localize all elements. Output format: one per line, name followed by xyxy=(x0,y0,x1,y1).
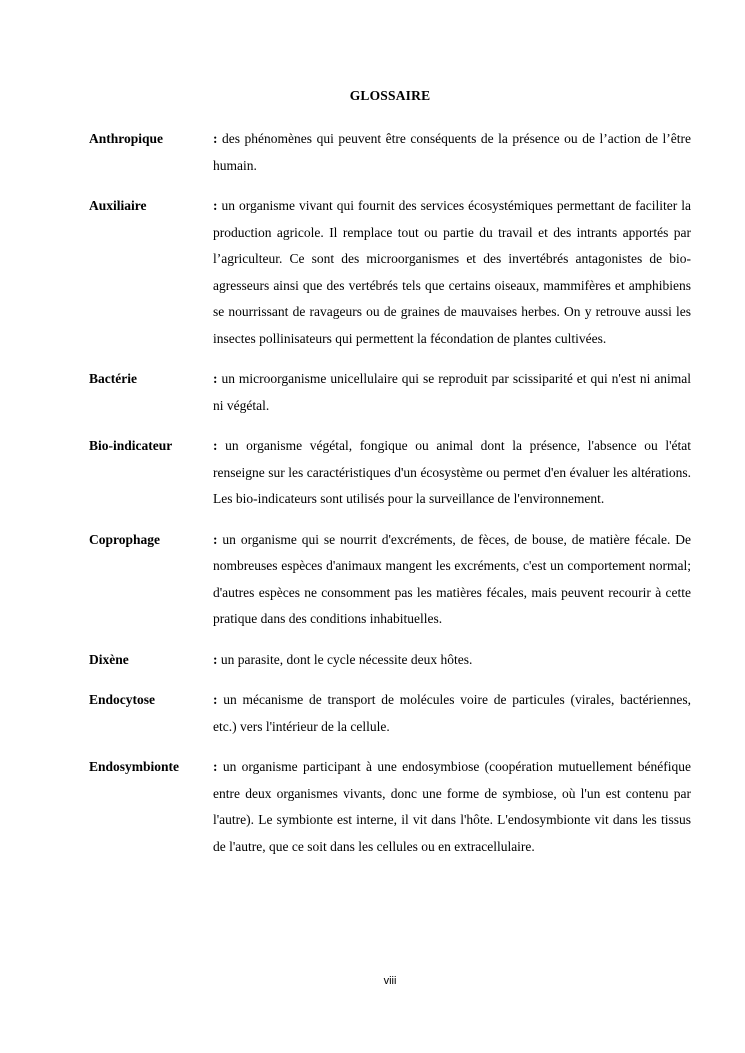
glossary-entry xyxy=(89,687,691,740)
colon-separator: : xyxy=(213,371,218,386)
glossary-term: Bio-indicateur xyxy=(89,438,173,453)
colon-separator: : xyxy=(213,759,218,774)
definition-text: un parasite, dont le cycle nécessite deux hôtes. xyxy=(220,651,473,667)
colon-separator: : xyxy=(213,692,218,707)
glossary-entry xyxy=(89,193,691,352)
definition-text: un organisme qui se nourrit d'excréments, de fèces, de bouse, de matière fécale. De nombreuses espèces d'animaux mangent les excréments, c'est un comportement normal; d'autres espèces ne consomment pas les matières fécales, mais peuvent recourir à cette pratique dans des conditions inhabituelles. xyxy=(213,531,692,626)
colon-separator: : xyxy=(213,131,218,146)
glossary-definition xyxy=(213,126,691,179)
glossary-definition xyxy=(213,366,691,419)
glossary-entry xyxy=(89,647,691,674)
glossary-entry xyxy=(89,126,691,179)
glossary-term: Endocytose xyxy=(89,692,156,707)
definition-text: un organisme participant à une endosymbiose (coopération mutuellement bénéfique entre deux organismes vivants, donc une forme de symbiose, où l'un est contenu par l'autre). Le symbionte est interne, il vit dans l'hôte. L'endosymbionte vit dans les tissus de l'autre, que ce soit dans les cellules ou en extracellulaire. xyxy=(213,759,691,854)
definition-text: un mécanisme de transport de molécules voire de particules (virales, bactériennes, etc.) vers l'intérieur de la cellule. xyxy=(213,692,691,734)
glossary-definition xyxy=(213,193,691,352)
glossary-term: Coprophage xyxy=(89,531,161,547)
colon-separator: : xyxy=(213,198,218,213)
page-number: viii xyxy=(383,975,397,987)
glossary-entry xyxy=(89,527,691,633)
glossary-term: Bactérie xyxy=(89,371,137,386)
glossary-entry xyxy=(89,366,691,419)
definition-text: un organisme vivant qui fournit des services écosystémiques permettant de faciliter la production agricole. Il remplace tout ou partie du travail et des intrants apportés par l’agriculteur. Ce sont des microorganismes et des invertébrés antagonistes de bio-agresseurs ainsi que des vertébrés tels que certains oiseaux, mammifères et amphibiens se nourrissant de ravageurs ou de graines de mauvaises herbes. On y retrouve aussi les insectes pollinisateurs qui permettent la fécondation de plantes cultivées. xyxy=(213,198,691,346)
colon-separator: : xyxy=(213,531,218,547)
glossary-term: Dixène xyxy=(89,651,129,667)
colon-separator: : xyxy=(213,438,218,453)
definition-text: un organisme végétal, fongique ou animal dont la présence, l'absence ou l'état renseigne sur les caractéristiques d'un écosystème ou permet d'en évaluer les altérations. Les bio-indicateurs sont utilisés pour la surveillance de l'environnement. xyxy=(213,438,692,506)
definition-text: des phénomènes qui peuvent être conséquents de la présence ou de l’action de l’être humain. xyxy=(213,131,691,173)
glossary-definition xyxy=(213,647,691,674)
glossary-term: Anthropique xyxy=(89,131,164,146)
glossary-entry xyxy=(89,754,691,860)
glossary-term: Auxiliaire xyxy=(89,198,147,213)
colon-separator: : xyxy=(213,651,218,667)
glossary-term: Endosymbionte xyxy=(89,759,180,774)
glossary-definition xyxy=(213,527,691,633)
page-title: GLOSSAIRE xyxy=(349,88,431,103)
glossary-definition xyxy=(213,687,691,740)
glossary-list xyxy=(89,126,691,874)
glossary-definition xyxy=(213,754,691,860)
definition-text: un microorganisme unicellulaire qui se reproduit par scissiparité et qui n'est ni animal ni végétal. xyxy=(213,371,692,413)
glossary-definition xyxy=(213,433,691,513)
glossary-entry xyxy=(89,433,691,513)
